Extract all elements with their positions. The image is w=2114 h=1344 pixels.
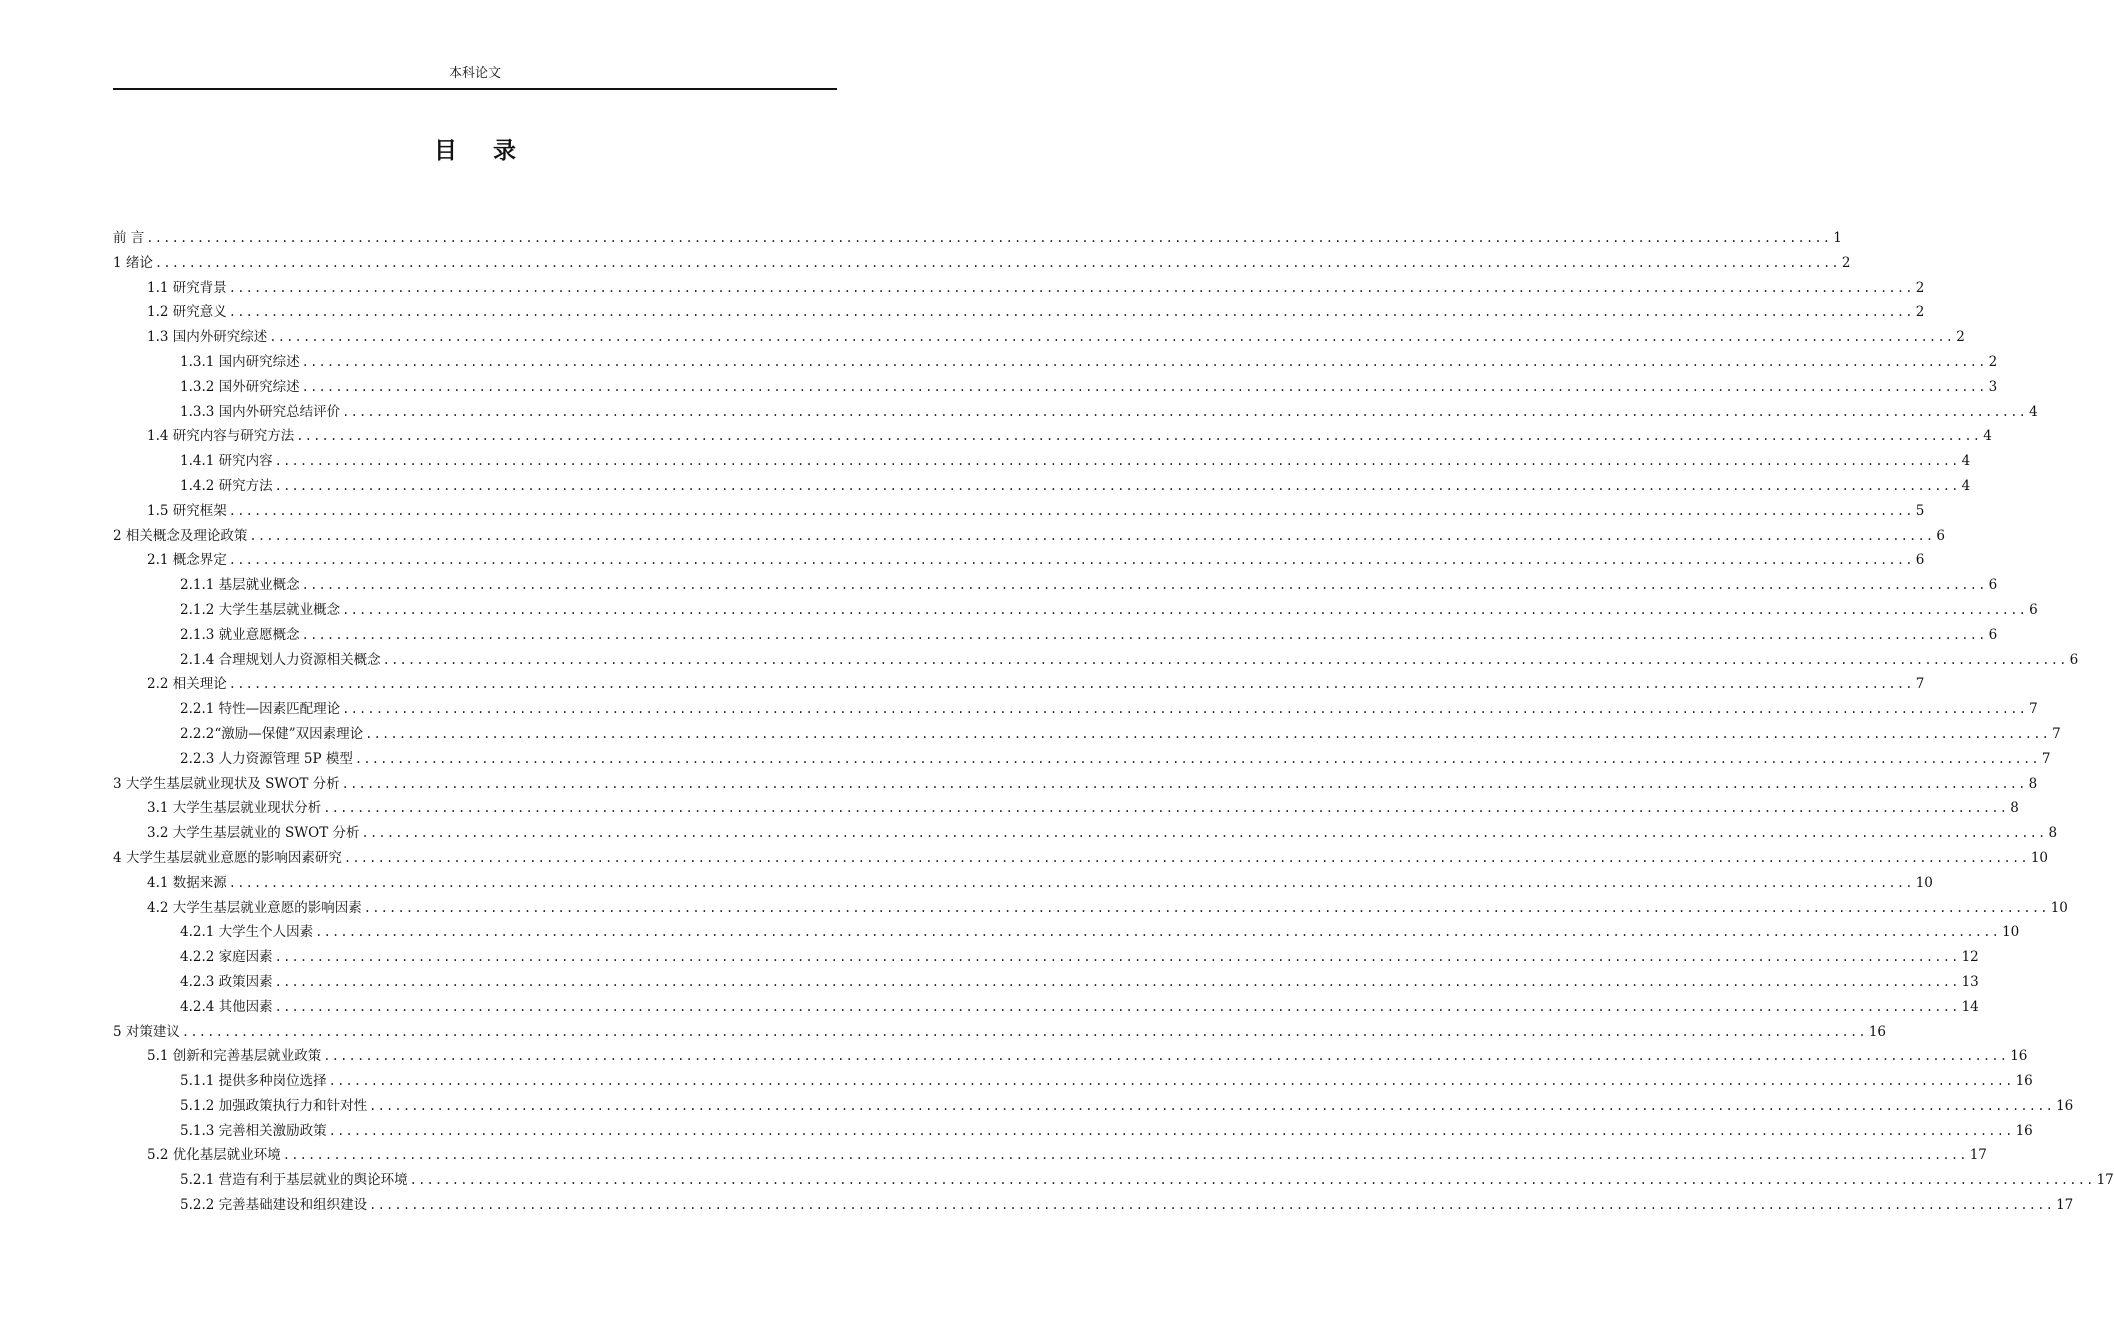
dot-leader: ........................................................................................................................................................................................................ (365, 726, 2051, 741)
toc-entry[interactable] (113, 648, 2079, 673)
dot-leader: ........................................................................................................................................................................................................ (274, 999, 1960, 1014)
toc-entry-title: 2.1.4 合理规划人力资源相关概念 (180, 651, 381, 668)
toc-entry[interactable] (113, 821, 2058, 846)
dot-leader: ........................................................................................................................................................................................................ (323, 801, 2009, 816)
toc-entry-page: 4 (2029, 403, 2038, 420)
dot-leader: ........................................................................................................................................................................................................ (354, 751, 2040, 766)
toc-entry[interactable] (113, 772, 2038, 797)
toc-entry[interactable] (113, 796, 2019, 821)
toc-entry[interactable] (113, 722, 2061, 747)
toc-entry-title: 2 相关概念及理论政策 (113, 527, 248, 544)
dot-leader: ........................................................................................................................................................................................................ (301, 379, 1987, 394)
toc-entry-title: 2.1.3 就业意愿概念 (180, 626, 300, 643)
toc-entry-title: 4.2.1 大学生个人因素 (180, 924, 314, 941)
dot-leader: ........................................................................................................................................................................................................ (301, 354, 1987, 369)
header-rule (113, 88, 837, 90)
toc-entry-title: 2.2.2“激励—保健”双因素理论 (180, 725, 364, 742)
toc-entry-page: 2 (1841, 254, 1851, 271)
toc-entry[interactable] (113, 276, 1925, 301)
dot-leader: ........................................................................................................................................................................................................ (369, 1098, 2055, 1113)
toc-entry-title: 2.1.2 大学生基层就业概念 (180, 601, 341, 618)
toc-entry[interactable] (113, 970, 1979, 995)
toc-entry[interactable] (113, 548, 1925, 573)
dot-leader: ........................................................................................................................................................................................................ (146, 231, 1832, 245)
toc-entry[interactable] (113, 499, 1925, 524)
toc-entry-page: 16 (2010, 1048, 2028, 1065)
dot-leader: ........................................................................................................................................................................................................ (341, 776, 2027, 791)
toc-entry-page: 10 (2002, 924, 2020, 941)
toc-entry[interactable] (113, 449, 1971, 474)
dot-leader: ........................................................................................................................................................................................................ (361, 826, 2047, 841)
toc-entry-title: 4.2.4 其他因素 (180, 998, 273, 1015)
toc-entry[interactable] (113, 871, 1933, 896)
toc-entry[interactable] (113, 524, 1945, 549)
toc-entry-page: 17 (2096, 1172, 2114, 1189)
toc-entry-page: 6 (1936, 527, 1945, 544)
toc-entry[interactable] (113, 1020, 1886, 1045)
dot-leader: ........................................................................................................................................................................................................ (274, 974, 1960, 989)
toc-entry-title: 1.5 研究框架 (147, 502, 227, 519)
toc-title: 目 录 (433, 138, 530, 164)
toc-entry[interactable] (113, 251, 1851, 276)
dot-leader: ........................................................................................................................................................................................................ (323, 1049, 2009, 1064)
dot-leader: ........................................................................................................................................................................................................ (343, 850, 2029, 865)
toc-entry-title: 1.4.2 研究方法 (180, 477, 273, 494)
toc-entry-page: 4 (1983, 428, 1992, 445)
toc-entry-title: 1.3.2 国外研究综述 (180, 378, 300, 395)
toc-entry-title: 5 对策建议 (113, 1023, 180, 1040)
toc-entry[interactable] (113, 1143, 1987, 1168)
toc-entry-page: 4 (1961, 453, 1971, 470)
toc-entry-page: 2 (1915, 304, 1925, 321)
toc-entry-title: 4.2 大学生基层就业意愿的影响因素 (147, 899, 362, 916)
dot-leader: ........................................................................................................................................................................................................ (342, 602, 2028, 617)
toc-entry-title: 5.1.1 提供多种岗位选择 (180, 1073, 327, 1090)
toc-entry[interactable] (113, 1069, 2033, 1094)
dot-leader: ........................................................................................................................................................................................................ (228, 305, 1914, 320)
toc-entry-page: 8 (2028, 775, 2038, 792)
toc-entry-page: 6 (1988, 626, 1998, 643)
dot-leader: ........................................................................................................................................................................................................ (228, 677, 1914, 692)
dot-leader: ........................................................................................................................................................................................................ (228, 280, 1914, 295)
toc-entry[interactable] (113, 226, 1842, 251)
dot-leader: ........................................................................................................................................................................................................ (274, 478, 1960, 493)
toc-entry-page: 2 (1915, 279, 1925, 296)
toc-entry[interactable] (113, 697, 2038, 722)
toc-entry-page: 6 (2029, 601, 2038, 618)
page-header: 本科论文 (448, 66, 501, 81)
toc-entry[interactable] (113, 573, 1998, 598)
toc-entry-title: 1.3 国内外研究综述 (147, 329, 268, 346)
dot-leader: ........................................................................................................................................................................................................ (369, 1198, 2055, 1213)
dot-leader: ........................................................................................................................................................................................................ (181, 1024, 1867, 1039)
toc-entry-title: 5.2.1 营造有利于基层就业的舆论环境 (180, 1172, 408, 1189)
toc-entry-page: 10 (1915, 874, 1933, 891)
toc-entry[interactable] (113, 920, 2020, 945)
toc-entry[interactable] (113, 400, 2038, 425)
toc-entry[interactable] (113, 995, 1979, 1020)
dot-leader: ........................................................................................................................................................................................................ (301, 627, 1987, 642)
toc-entry-title: 2.2.3 人力资源管理 5P 模型 (180, 750, 353, 767)
toc-entry-title: 1 绪论 (113, 254, 153, 271)
toc-entry-title: 2.1.1 基层就业概念 (180, 577, 300, 594)
toc-entry-page: 13 (1961, 973, 1979, 990)
toc-entry-title: 3.1 大学生基层就业现状分析 (147, 800, 322, 817)
toc-entry-title: 4.2.3 政策因素 (180, 973, 273, 990)
toc-entry[interactable] (113, 1044, 2028, 1069)
toc-entry-page: 16 (2056, 1097, 2074, 1114)
toc-entry-page: 7 (2052, 725, 2061, 742)
toc-entry-title: 1.4 研究内容与研究方法 (147, 428, 295, 445)
toc-entry-page: 12 (1961, 949, 1979, 966)
toc-entry[interactable] (113, 747, 2051, 772)
toc-entry[interactable] (113, 474, 1971, 499)
toc-entry-title: 5.2 优化基层就业环境 (147, 1147, 281, 1164)
toc-entry-page: 7 (2029, 701, 2038, 718)
toc-entry-title: 2.2.1 特性—因素匹配理论 (180, 701, 341, 718)
toc-entry-page: 3 (1988, 378, 1998, 395)
dot-leader: ........................................................................................................................................................................................................ (228, 875, 1914, 890)
dot-leader: ........................................................................................................................................................................................................ (409, 1173, 2095, 1188)
toc-entry-page: 16 (2015, 1122, 2033, 1139)
toc-entry[interactable] (113, 896, 2068, 921)
toc-entry[interactable] (113, 1119, 2033, 1144)
toc-entry-page: 2 (1956, 329, 1965, 346)
toc-entry-page: 5 (1915, 502, 1925, 519)
dot-leader: ........................................................................................................................................................................................................ (328, 1123, 2014, 1138)
toc-entry[interactable] (113, 1193, 2074, 1218)
toc-entry-page: 17 (1969, 1147, 1987, 1164)
toc-entry-title: 4.2.2 家庭因素 (180, 949, 273, 966)
dot-leader: ........................................................................................................................................................................................................ (274, 950, 1960, 965)
toc-entry-page: 10 (2030, 849, 2048, 866)
dot-leader: ........................................................................................................................................................................................................ (274, 454, 1960, 469)
dot-leader: ........................................................................................................................................................................................................ (342, 702, 2028, 717)
dot-leader: ........................................................................................................................................................................................................ (154, 255, 1840, 270)
toc-entry-page: 6 (1915, 552, 1925, 569)
toc-entry[interactable] (113, 1094, 2074, 1119)
dot-leader: ........................................................................................................................................................................................................ (228, 503, 1914, 518)
toc-entry-title: 2.1 概念界定 (147, 552, 227, 569)
dot-leader: ........................................................................................................................................................................................................ (269, 330, 1955, 345)
toc-entry-page: 8 (2010, 800, 2019, 817)
dot-leader: ........................................................................................................................................................................................................ (363, 900, 2049, 915)
toc-entry-title: 3.2 大学生基层就业的 SWOT 分析 (147, 825, 360, 842)
toc-entry-title: 4 大学生基层就业意愿的影响因素研究 (113, 849, 342, 866)
toc-entry-page: 8 (2048, 825, 2058, 842)
toc-entry-title: 1.1 研究背景 (147, 279, 227, 296)
toc-entry-title: 4.1 数据来源 (147, 874, 227, 891)
toc-entry[interactable] (113, 945, 1979, 970)
dot-leader: ........................................................................................................................................................................................................ (328, 1074, 2014, 1089)
toc-entry-page: 10 (2050, 899, 2068, 916)
toc-entry[interactable] (113, 375, 1998, 400)
toc-entry-page: 14 (1961, 998, 1979, 1015)
dot-leader: ........................................................................................................................................................................................................ (249, 528, 1935, 543)
toc-entry-page: 4 (1961, 477, 1971, 494)
toc-entry[interactable] (113, 300, 1925, 325)
toc-entry-title: 1.4.1 研究内容 (180, 453, 273, 470)
dot-leader: ........................................................................................................................................................................................................ (296, 429, 1982, 444)
toc-entry[interactable] (113, 325, 1965, 350)
dot-leader: ........................................................................................................................................................................................................ (315, 925, 2001, 940)
toc-entry-page: 17 (2056, 1197, 2074, 1214)
toc-entry-title: 5.1.2 加强政策执行力和针对性 (180, 1097, 368, 1114)
toc-entry-page: 1 (1833, 230, 1842, 246)
toc-entry-title: 1.3.1 国内研究综述 (180, 353, 300, 370)
dot-leader: ........................................................................................................................................................................................................ (282, 1148, 1968, 1163)
toc-entry-title: 1.3.3 国内外研究总结评价 (180, 403, 341, 420)
toc-entry-page: 16 (1868, 1023, 1886, 1040)
dot-leader: ........................................................................................................................................................................................................ (382, 652, 2068, 667)
toc-entry[interactable] (113, 350, 1998, 375)
toc-entry[interactable] (113, 1168, 2114, 1193)
table-of-contents (113, 226, 2114, 1218)
toc-entry[interactable] (113, 424, 1992, 449)
toc-entry-page: 6 (2069, 651, 2079, 668)
toc-entry-page: 16 (2015, 1073, 2033, 1090)
toc-entry-page: 7 (1915, 676, 1925, 693)
toc-entry-title: 5.1.3 完善相关激励政策 (180, 1122, 327, 1139)
toc-entry-title: 1.2 研究意义 (147, 304, 227, 321)
dot-leader: ........................................................................................................................................................................................................ (301, 578, 1987, 593)
toc-entry[interactable] (113, 623, 1998, 648)
toc-entry[interactable] (113, 598, 2038, 623)
toc-entry-title: 5.1 创新和完善基层就业政策 (147, 1048, 322, 1065)
toc-entry-page: 7 (2041, 750, 2051, 767)
toc-entry-page: 6 (1988, 577, 1998, 594)
toc-entry-page: 2 (1988, 353, 1998, 370)
toc-entry-title: 2.2 相关理论 (147, 676, 227, 693)
toc-entry[interactable] (113, 846, 2048, 871)
toc-entry-title: 3 大学生基层就业现状及 SWOT 分析 (113, 775, 340, 792)
toc-entry-title: 5.2.2 完善基础建设和组织建设 (180, 1197, 368, 1214)
toc-entry-title: 前 言 (113, 230, 145, 246)
toc-entry[interactable] (113, 672, 1925, 697)
dot-leader: ........................................................................................................................................................................................................ (228, 553, 1914, 568)
dot-leader: ........................................................................................................................................................................................................ (342, 404, 2028, 419)
